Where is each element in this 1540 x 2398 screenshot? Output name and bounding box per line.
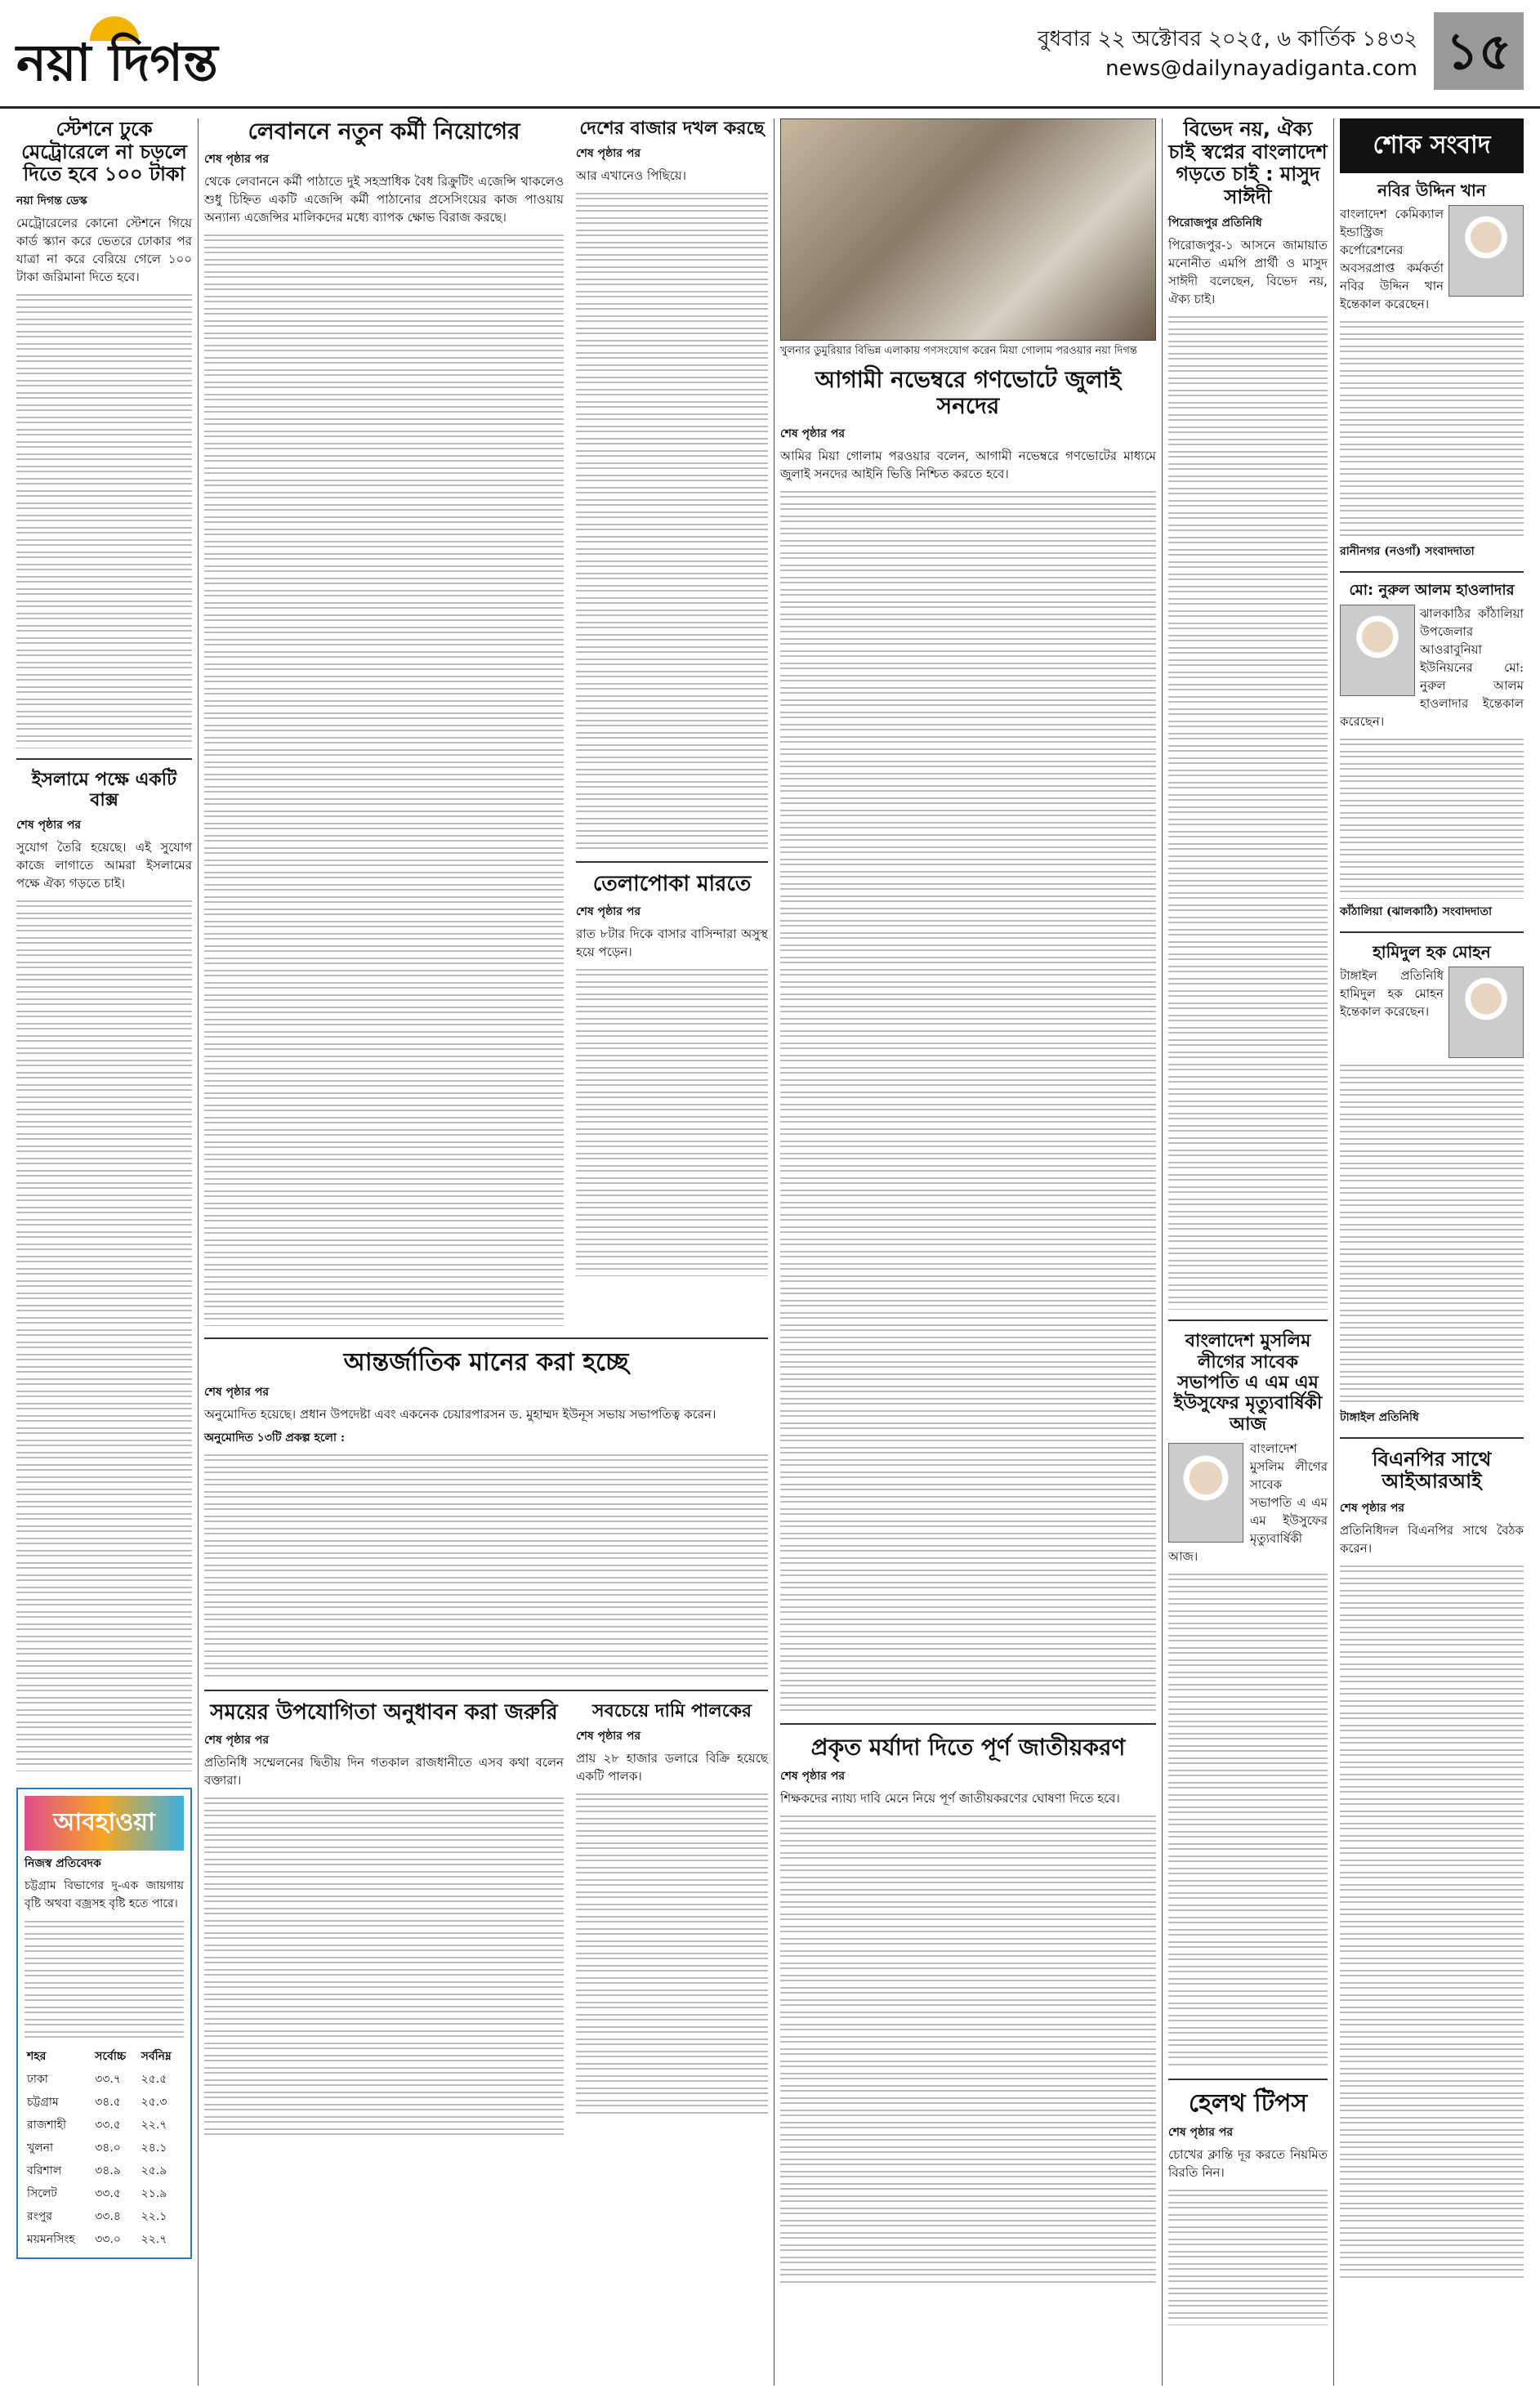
table-row: [25, 2091, 184, 2114]
national-body: শিক্ষকদের ন্যায্য দাবি মেনে নিয়ে পূর্ণ জাতীয়করণের ঘোষণা দিতে হবে।: [780, 1790, 1120, 1806]
price-kicker: শেষ পৃষ্ঠার পর: [576, 1729, 641, 1743]
min-temp: ২৫.৯: [141, 2164, 167, 2178]
weather-reporter: নিজস্ব প্রতিবেদক: [25, 1857, 101, 1871]
article-text: [780, 488, 1156, 1713]
obit2-body: ঝালকাঠির কাঁঠালিয়া উপজেলার আওরাবুনিয়া ইউনিয়নের মো: নুরুল আলম হাওলাদার ইন্তেকাল করেছেন।: [1340, 605, 1524, 729]
column-2: [204, 118, 768, 2139]
divider: [1168, 1320, 1328, 1321]
divider: [16, 758, 192, 760]
health-headline[interactable]: হেলথ টিপস: [1188, 2088, 1308, 2118]
divider: [1340, 571, 1524, 573]
article-text: [204, 1451, 768, 1680]
min-temp: ২২.৭: [141, 2233, 167, 2247]
city: ময়মনসিংহ: [27, 2233, 75, 2247]
intl-body: অনুমোদিত হয়েছে। প্রধান উপদেষ্টা এবং একনেক চেয়ারপারসন ড. মুহাম্মদ ইউনূস সভায় সভাপতিত্ব করেন।: [204, 1406, 716, 1422]
bnp-body: প্রতিনিধিদল বিএনপির সাথে বৈঠক করেন।: [1340, 1522, 1524, 1556]
price-body: প্রায় ২৮ হাজার ডলারে বিক্রি হয়েছে একটি পালক।: [576, 1750, 768, 1784]
obit3-source: টাঙ্গাইল প্রতিনিধি: [1340, 1410, 1419, 1424]
caption-text: খুলনার ডুমুরিয়ার বিভিন্ন এলাকায় গণসংযোগ করেন মিয়া গোলাম পরওয়ার: [780, 345, 1092, 357]
islam-body: সুযোগ তৈরি হয়েছে। এই সুযোগ কাজে লাগাতে আমরা ইসলামের পক্ষে ঐক্য গড়তে চাই।: [16, 840, 192, 891]
obit2-portrait: [1340, 605, 1415, 696]
article-text: [1340, 735, 1524, 899]
price-headline[interactable]: সবচেয়ে দামি পালকের: [591, 1700, 752, 1721]
city: সিলেট: [27, 2187, 57, 2201]
column-rule: [1162, 118, 1163, 2386]
column-2-bottom: [204, 1701, 768, 2139]
divider: [1168, 2079, 1328, 2080]
max-temp: ৩৩.৪: [95, 2210, 121, 2224]
divider: [204, 1690, 768, 1691]
column-5: [1340, 118, 1524, 2283]
min-temp: ২৫.৩: [141, 2096, 167, 2110]
obit3-name[interactable]: হামিদুল হক মোহন: [1373, 941, 1491, 962]
table-row: [25, 2228, 184, 2251]
weather-box: [16, 1788, 192, 2259]
page-number: ১৫: [1434, 12, 1524, 90]
article-text: [1168, 2186, 1328, 2325]
market-kicker: শেষ পৃষ্ঠার পর: [576, 147, 641, 161]
table-row: [25, 2114, 184, 2137]
obit3-body: টাঙ্গাইল প্রতিনিধি হামিদুল হক মোহন ইন্তেকাল করেছেন।: [1340, 967, 1444, 1019]
health-kicker: শেষ পৃষ্ঠার পর: [1168, 2126, 1234, 2140]
min-temp: ২২.৭: [141, 2119, 167, 2132]
photo-caption: [780, 344, 1156, 359]
obit1-name[interactable]: নবির উদ্দিন খান: [1377, 181, 1486, 200]
weather-table-header: [25, 2045, 184, 2068]
table-row: [25, 2137, 184, 2159]
logo: [16, 16, 261, 90]
city: খুলনা: [27, 2141, 54, 2155]
metro-byline: নয়া দিগন্ত ডেস্ক: [16, 194, 87, 208]
article-text: [16, 291, 192, 748]
article-text: [1340, 1061, 1524, 1404]
column-rule: [1333, 118, 1334, 2386]
obit2-source: কাঁঠালিয়া (ঝালকাঠি) সংবাদদাতা: [1340, 904, 1493, 918]
table-row: [25, 2068, 184, 2091]
city: চট্টগ্রাম: [27, 2096, 59, 2110]
column-4: [1168, 118, 1328, 2327]
max-temp: ৩৩.০: [95, 2233, 121, 2247]
july-headline[interactable]: আগামী নভেম্বরে গণভোটে জুলাই সনদের: [815, 366, 1122, 420]
metro-headline[interactable]: স্টেশনে ঢুকে মেট্রোরেলে না চড়লে দিতে হবে ১০০ টাকা: [21, 118, 187, 186]
column-2-top: [204, 118, 768, 1328]
min-temp: ২১.৯: [141, 2187, 167, 2201]
unity-body: পিরোজপুর-১ আসনে জামায়াত মনোনীত এমপি প্রার্থী ও মাসুদ সাঈদী বলেছেন, বিভেদ নয়, ঐক্য চাই।: [1168, 238, 1328, 307]
article-text: [780, 1812, 1156, 2286]
obit1-source: রানীনগর (নওগাঁ) সংবাদদাতা: [1340, 545, 1475, 558]
col-header: সর্বোচ্চ: [95, 2050, 127, 2064]
caption-credit: নয়া দিগন্ত: [1095, 345, 1137, 357]
intl-kicker: শেষ পৃষ্ঠার পর: [204, 1385, 270, 1399]
column-1: [16, 118, 192, 2259]
table-row: [25, 2159, 184, 2182]
article-text: [1340, 318, 1524, 538]
metro-body: মেট্রোরেলের কোনো স্টেশনে গিয়ে কার্ড স্ক্যান করে ভেতরে ঢোকার পর যাত্রা না করে বেরিয়ে গেলে ১০০ টাকা জরিমানা দিতে হবে।: [16, 215, 192, 284]
weather-text: [25, 1918, 184, 2040]
bnp-headline[interactable]: বিএনপির সাথে আইআরআই: [1372, 1447, 1492, 1494]
islam-headline[interactable]: ইসলামে পক্ষে একটি বাক্স: [31, 769, 177, 811]
city: রাজশাহী: [27, 2119, 66, 2132]
table-row: [25, 2182, 184, 2205]
termite-kicker: শেষ পৃষ্ঠার পর: [576, 905, 641, 919]
league-headline[interactable]: বাংলাদেশ মুসলিম লীগের সাবেক সভাপতি এ এম এম ইউসুফের মৃত্যুবার্ষিকী আজ: [1173, 1331, 1323, 1435]
league-body: বাংলাদেশ মুসলিম লীগের সাবেক সভাপতি এ এম এম ইউসুফের মৃত্যুবার্ষিকী আজ।: [1168, 1440, 1328, 1564]
weather-table: [25, 2045, 184, 2251]
termite-body: রাত ৮টার দিকে বাসার বাসিন্দারা অসুস্থ হয়ে পড়েন।: [576, 927, 768, 960]
article-text: [576, 190, 768, 851]
col-header: সর্বনিম্ন: [141, 2050, 172, 2064]
article-text: [1340, 1562, 1524, 2281]
column-3: [780, 118, 1156, 2288]
national-headline[interactable]: প্রকৃত মর্যাদা দিতে পূর্ণ জাতীয়করণ: [810, 1734, 1126, 1762]
article-text: [1168, 1570, 1328, 2069]
campaign-photo: [780, 118, 1156, 341]
max-temp: ৩৪.৯: [95, 2164, 121, 2178]
obituary-heading: শোক সংবাদ: [1340, 118, 1524, 173]
masthead: [0, 0, 1540, 109]
july-kicker: শেষ পৃষ্ঠার পর: [780, 427, 846, 441]
lebanon-headline[interactable]: লেবাননে নতুন কর্মী নিয়োগের: [248, 118, 520, 145]
termite-headline[interactable]: তেলাপোকা মারতে: [592, 872, 752, 897]
max-temp: ৩৩.৫: [95, 2119, 121, 2132]
col-header: শহর: [27, 2050, 47, 2064]
unity-headline[interactable]: বিভেদ নয়, ঐক্য চাই স্বপ্নের বাংলাদেশ গড়তে চাই : মাসুদ সাঈদী: [1168, 118, 1328, 208]
divider: [1340, 931, 1524, 933]
health-body: চোখের ক্লান্তি দূর করতে নিয়মিত বিরতি নিন।: [1168, 2147, 1328, 2181]
time-story: [204, 1701, 564, 2139]
column-rule: [198, 118, 199, 2386]
min-temp: ২২.১: [141, 2210, 167, 2224]
yusuf-portrait: [1168, 1443, 1243, 1543]
unity-byline: পিরোজপুর প্রতিনিধি: [1168, 217, 1262, 230]
obit2-name[interactable]: মো: নুরুল আলম হাওলাদার: [1349, 582, 1515, 599]
bnp-kicker: শেষ পৃষ্ঠার পর: [1340, 1501, 1405, 1515]
divider: [1340, 1437, 1524, 1439]
market-headline[interactable]: দেশের বাজার দখল করছে: [579, 118, 765, 139]
article-text: [1168, 313, 1328, 1310]
max-temp: ৩৪.৫: [95, 2096, 121, 2110]
time-kicker: শেষ পৃষ্ঠার পর: [204, 1733, 270, 1747]
dateline: [1038, 25, 1417, 83]
article-text: [204, 1794, 564, 2137]
max-temp: ৩৪.০: [95, 2141, 121, 2155]
islam-kicker: শেষ পৃষ্ঠার পর: [16, 819, 82, 833]
divider: [576, 861, 768, 863]
logo-text: নয়া দিগন্ত: [16, 33, 218, 92]
weather-title: আবহাওয়া: [25, 1796, 184, 1851]
city: বরিশাল: [27, 2164, 62, 2178]
intl-sub: অনুমোদিত ১৩টি প্রকল্প হলো :: [204, 1431, 346, 1445]
obit1-portrait: [1448, 205, 1524, 297]
price-story: [576, 1701, 768, 2139]
article-text: [576, 966, 768, 1276]
table-row: [25, 2205, 184, 2228]
divider: [204, 1337, 768, 1339]
side-stories: [576, 118, 768, 1328]
max-temp: ৩৩.৭: [95, 2073, 121, 2087]
email: news@dailynayadiganta.com: [1105, 56, 1417, 81]
time-headline[interactable]: সময়ের উপযোগিতা অনুধাবন করা জরুরি: [210, 1699, 558, 1725]
article-text: [576, 1790, 768, 2117]
lebanon-story: [204, 118, 564, 1328]
intl-headline[interactable]: আন্তর্জাতিক মানের করা হচ্ছে: [343, 1348, 629, 1378]
max-temp: ৩৩.৫: [95, 2187, 121, 2201]
divider: [780, 1723, 1156, 1725]
lebanon-kicker: শেষ পৃষ্ঠার পর: [204, 153, 270, 167]
min-temp: ২৫.৫: [141, 2073, 167, 2087]
obit3-portrait: [1448, 967, 1524, 1058]
date: বুধবার ২২ অক্টোবর ২০২৫, ৬ কার্তিক ১৪৩২: [1038, 27, 1417, 51]
lebanon-body: থেকে লেবাননে কর্মী পাঠাতে দুই সহস্রাধিক বৈধ রিক্রুটিং এজেন্সি থাকলেও শুধু চিহ্নিত একটি এজেন্সি কর্মী পাঠানোর প্রসেসিংয়ের কাজ পাওয়ায় অন্যান্য এজেন্সির মালিকদের মধ্যে ব্যাপক ক্ষোভ বিরাজ করছে।: [204, 174, 564, 226]
market-body: আর এখানেও পিছিয়ে।: [576, 168, 686, 184]
article-text: [16, 897, 192, 1771]
city: ঢাকা: [27, 2073, 48, 2087]
obit1-body: বাংলাদেশ কেমিক্যাল ইন্ডাস্ট্রিজ কর্পোরেশনের অবসরপ্রাপ্ত কর্মকর্তা নবির উদ্দিন খান ইন্তেকাল করেছেন।: [1340, 207, 1444, 311]
city: রংপুর: [27, 2210, 52, 2224]
july-body: আমির মিয়া গোলাম পরওয়ার বলেন, আগামী নভেম্বরে গণভোটের মাধ্যমে জুলাই সনদের আইনি ভিত্তি নিশ্চিত করতে হবে।: [780, 449, 1156, 482]
national-kicker: শেষ পৃষ্ঠার পর: [780, 1769, 846, 1783]
article-text: [204, 231, 564, 1326]
min-temp: ২৪.১: [141, 2141, 167, 2155]
time-body: প্রতিনিধি সম্মেলনের দ্বিতীয় দিন গতকাল রাজধানীতে এসব কথা বলেন বক্তারা।: [204, 1754, 564, 1788]
weather-summary: চট্টগ্রাম বিভাগের দু-এক জায়গায় বৃষ্টি অথবা বজ্রসহ বৃষ্টি হতে পারে।: [25, 1879, 184, 1911]
